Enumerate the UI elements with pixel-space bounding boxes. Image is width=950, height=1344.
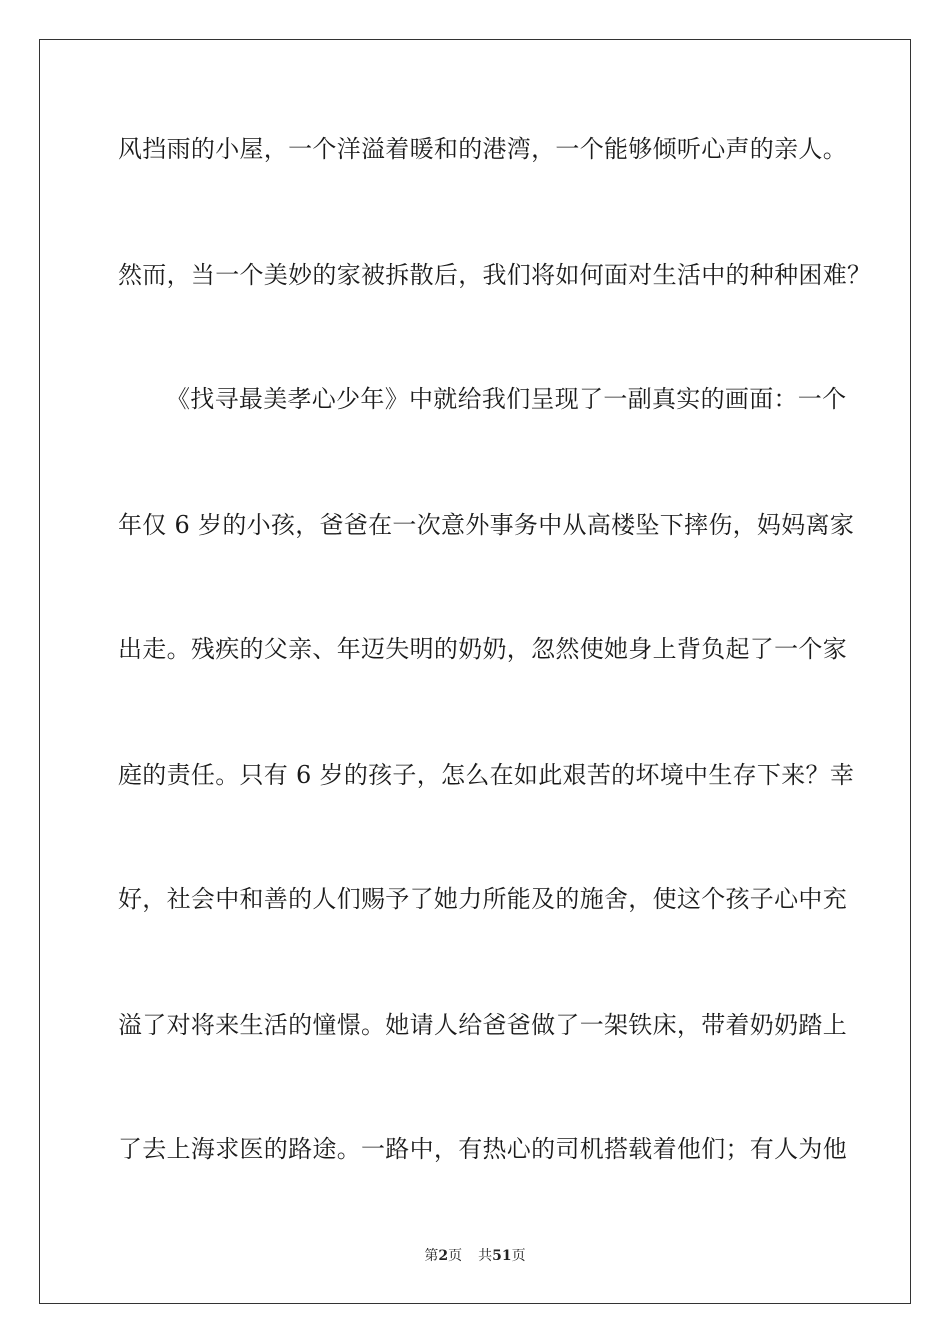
paragraph-line-4: 年仅 6 岁的小孩，爸爸在一次意外事务中从高楼坠下摔伤，妈妈离家: [118, 511, 855, 539]
paragraph-line-1: 风挡雨的小屋，一个洋溢着暖和的港湾，一个能够倾听心声的亲人。: [118, 135, 847, 163]
paragraph-line-9: 了去上海求医的路途。一路中，有热心的司机搭载着他们；有人为他: [118, 1135, 847, 1163]
total-pages-indicator: [478, 1248, 525, 1264]
paragraph-line-6: 庭的责任。只有 6 岁的孩子，怎么在如此艰苦的坏境中生存下来？幸: [118, 761, 855, 789]
page-prefix: 第: [424, 1248, 439, 1264]
paragraph-line-5: 出走。残疾的父亲、年迈失明的奶奶，忽然使她身上背负起了一个家: [118, 635, 847, 663]
total-suffix: 页: [511, 1248, 526, 1264]
paragraph-line-7: 好，社会中和善的人们赐予了她力所能及的施舍，使这个孩子心中充: [118, 885, 847, 913]
total-pages: 51: [492, 1248, 512, 1264]
page-footer: [0, 1247, 950, 1265]
page-indicator: [424, 1248, 462, 1264]
paragraph-line-8: 溢了对将来生活的憧憬。她请人给爸爸做了一架铁床，带着奶奶踏上: [118, 1011, 847, 1039]
paragraph-line-3: 《找寻最美孝心少年》中就给我们呈现了一副真实的画面：一个: [166, 385, 847, 413]
page-suffix: 页: [448, 1248, 463, 1264]
page-number: 2: [438, 1248, 449, 1264]
page-border: [39, 39, 911, 1304]
total-prefix: 共: [478, 1248, 493, 1264]
paragraph-line-2: 然而，当一个美妙的家被拆散后，我们将如何面对生活中的种种困难？: [118, 261, 872, 289]
